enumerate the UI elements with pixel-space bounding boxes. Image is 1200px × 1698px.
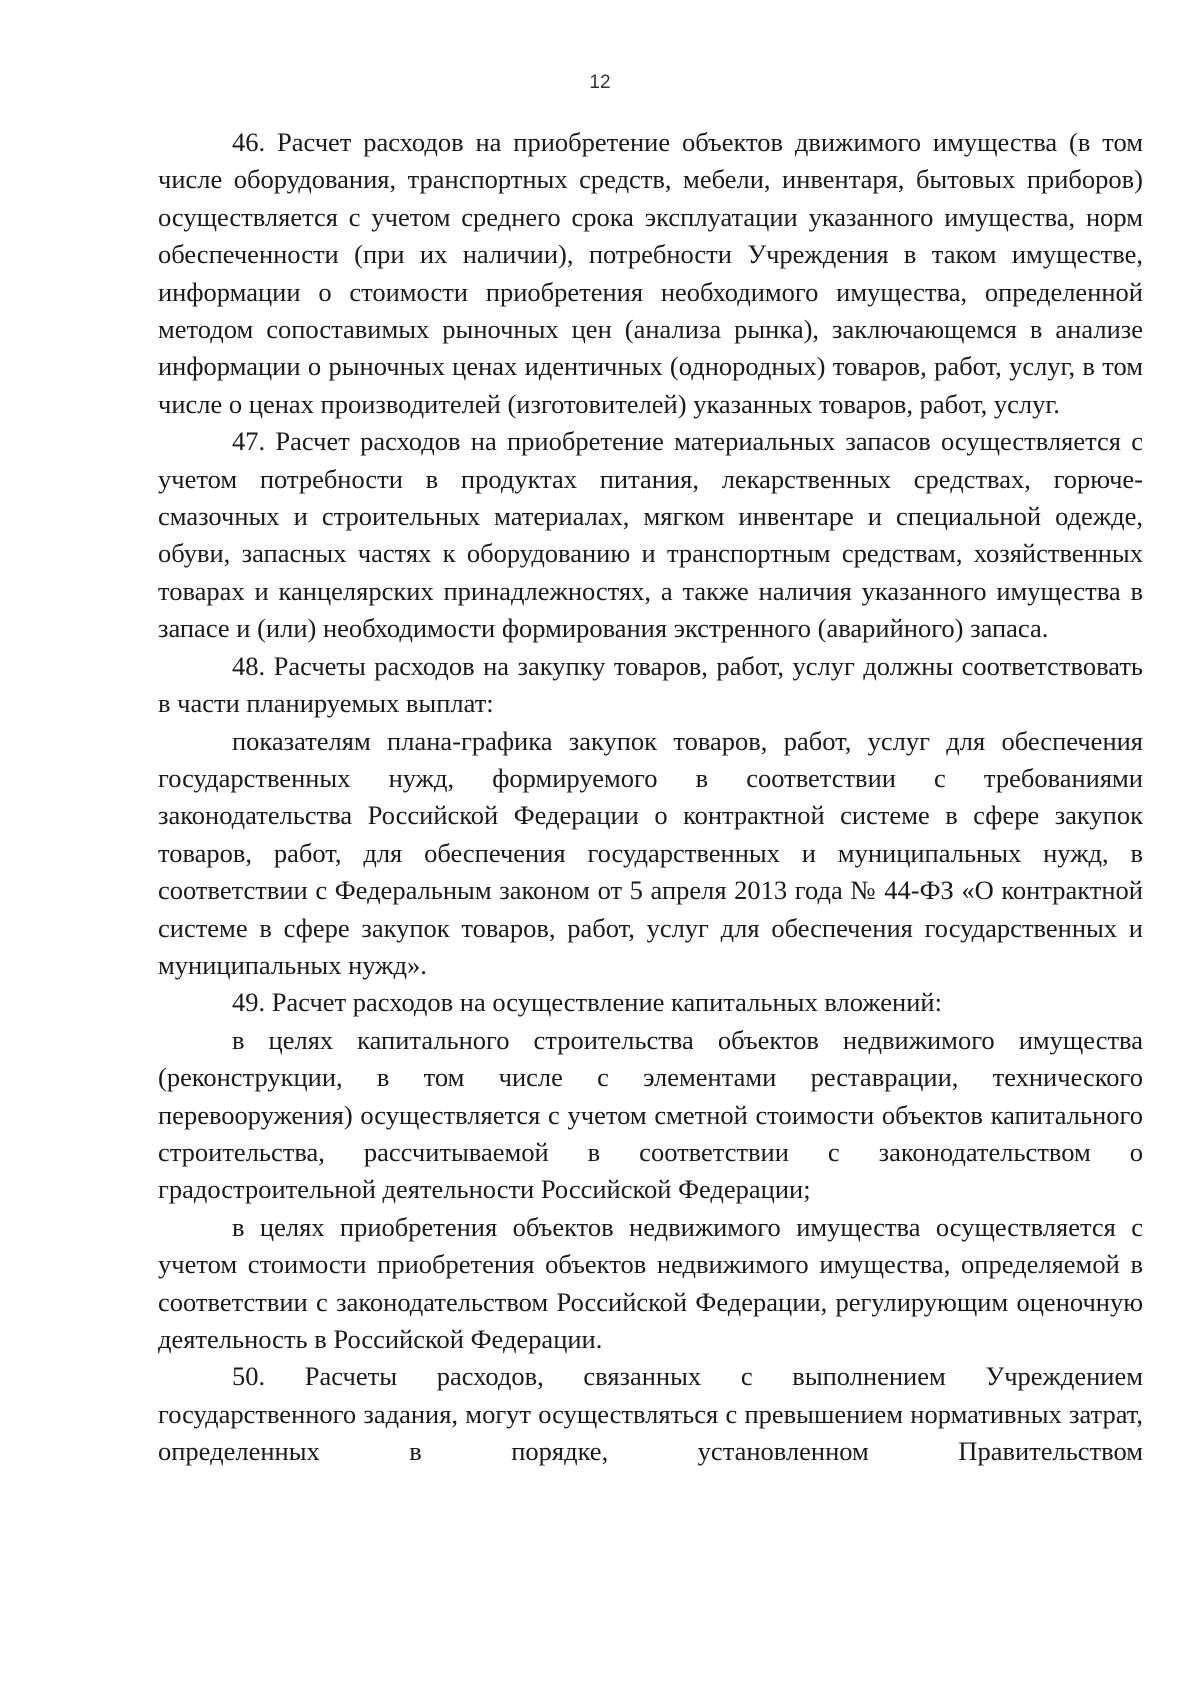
document-body: [158, 124, 1143, 1471]
paragraph-49-item-construction: в целях капитального строительства объектов недвижимого имущества (реконструкции, в том числе с элементами реставрации, технического перевооружения) осуществляется с учетом сметной стоимости объектов капитального строительства, рассчитываемой в соответствии с законодательством о градостроительной деятельности Российской Федерации;: [158, 1024, 1143, 1205]
paragraph-49-item-acquisition: в целях приобретения объектов недвижимого имущества осуществляется с учетом стоимости приобретения объектов недвижимого имущества, определяемой в соответствии с законодательством Российской Федерации, регулирующим оценочную деятельность в Российской Федерации.: [158, 1211, 1143, 1354]
paragraph-48-item: показателям плана-графика закупок товаров, работ, услуг для обеспечения государственных нужд, формируемого в соответствии с требованиями законодательства Российской Федерации о контрактной системе в сфере закупок товаров, работ, для обеспечения государственных и муниципальных нужд, в соответствии с Федеральным законом от 5 апреля 2013 года № 44-ФЗ «О контрактной системе в сфере закупок товаров, работ, услуг для обеспечения государственных и муниципальных нужд».: [158, 725, 1143, 980]
page-number: 12: [589, 72, 611, 93]
paragraph-46: 46. Расчет расходов на приобретение объектов движимого имущества (в том числе оборудования, транспортных средств, мебели, инвентаря, бытовых приборов) осуществляется с учетом среднего срока эксплуатации указанного имущества, норм обеспеченности (при их наличии), потребности Учреждения в таком имуществе, информации о стоимости приобретения необходимого имущества, определенной методом сопоставимых рыночных цен (анализа рынка), заключающемся в анализе информации о рыночных ценах идентичных (однородных) товаров, работ, услуг, в том числе о ценах производителей (изготовителей) указанных товаров, работ, услуг.: [158, 127, 1143, 419]
paragraph-49: 49. Расчет расходов на осуществление капитальных вложений:: [232, 987, 942, 1018]
paragraph-48: 48. Расчеты расходов на закупку товаров, работ, услуг должны соответствовать в части планируемых выплат:: [158, 650, 1143, 719]
paragraph-47: 47. Расчет расходов на приобретение материальных запасов осуществляется с учетом потребности в продуктах питания, лекарственных средствах, горюче-смазочных и строительных материалах, мягком инвентаре и специальной одежде, обуви, запасных частях к оборудованию и транспортным средствам, хозяйственных товарах и канцелярских принадлежностях, а также наличия указанного имущества в запасе и (или) необходимости формирования экстренного (аварийного) запаса.: [158, 426, 1143, 644]
paragraph-50: 50. Расчеты расходов, связанных с выполнением Учреждением государственного задания, могут осуществляться с превышением нормативных затрат, определенных в порядке, установленном Правительством: [158, 1361, 1143, 1467]
